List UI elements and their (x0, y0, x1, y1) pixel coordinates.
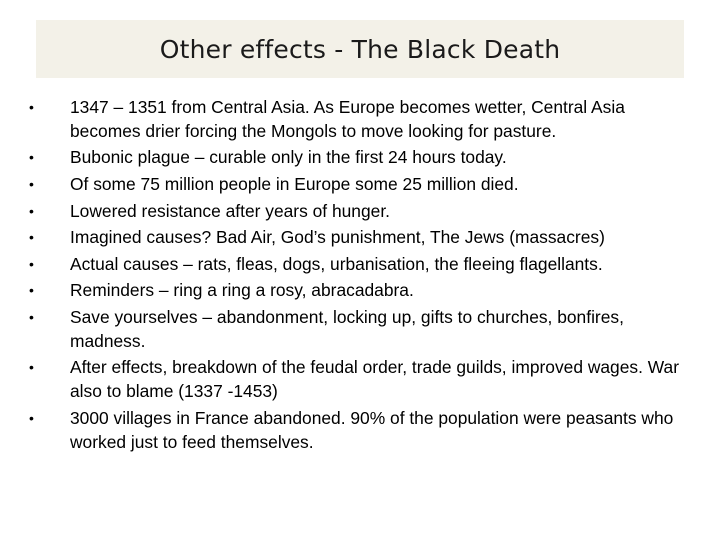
bullet-text: Imagined causes? Bad Air, God’s punishment, The Jews (massacres) (70, 227, 605, 248)
bullet-item (24, 356, 694, 404)
bullet-text: 1347 – 1351 from Central Asia. As Europe becomes wetter, Central Asia becomes drier forcing the Mongols to move looking for pasture. (70, 97, 625, 141)
bullet-item (24, 306, 694, 354)
bullet-marker: • (29, 308, 34, 325)
bullet-text: Actual causes – rats, fleas, dogs, urbanisation, the fleeing flagellants. (70, 253, 603, 274)
slide-title: Other effects - The Black Death (159, 34, 561, 64)
bullet-item (24, 146, 694, 170)
bullet-marker: • (29, 175, 34, 192)
bullet-text: Save yourselves – abandonment, locking up, gifts to churches, bonfires, madness. (70, 306, 624, 351)
slide-title-bar (36, 20, 684, 78)
bullet-item (24, 173, 694, 197)
bullet-item (24, 279, 694, 303)
bullet-marker: • (29, 255, 34, 272)
bullet-item (24, 226, 694, 250)
bullet-list (24, 96, 694, 457)
bullet-text: Lowered resistance after years of hunger. (70, 200, 390, 221)
bullet-marker: • (29, 149, 34, 166)
bullet-item (24, 200, 694, 224)
bullet-marker: • (29, 99, 34, 115)
bullet-text: Reminders – ring a ring a rosy, abracadabra. (70, 280, 414, 301)
bullet-item (24, 407, 694, 455)
bullet-text: 3000 villages in France abandoned. 90% of the population were peasants who worked just to feed themselves. (70, 407, 674, 452)
bullet-marker: • (29, 202, 34, 219)
bullet-item (24, 96, 694, 144)
bullet-text: After effects, breakdown of the feudal order, trade guilds, improved wages. War also to blame (1337 -1453) (70, 357, 679, 402)
bullet-marker: • (29, 282, 34, 299)
bullet-item (24, 253, 694, 277)
bullet-marker: • (29, 229, 34, 246)
bullet-marker: • (29, 359, 34, 376)
bullet-text: Bubonic plague – curable only in the first 24 hours today. (70, 147, 507, 168)
bullet-text: Of some 75 million people in Europe some 25 million died. (70, 173, 519, 194)
bullet-marker: • (29, 409, 34, 426)
